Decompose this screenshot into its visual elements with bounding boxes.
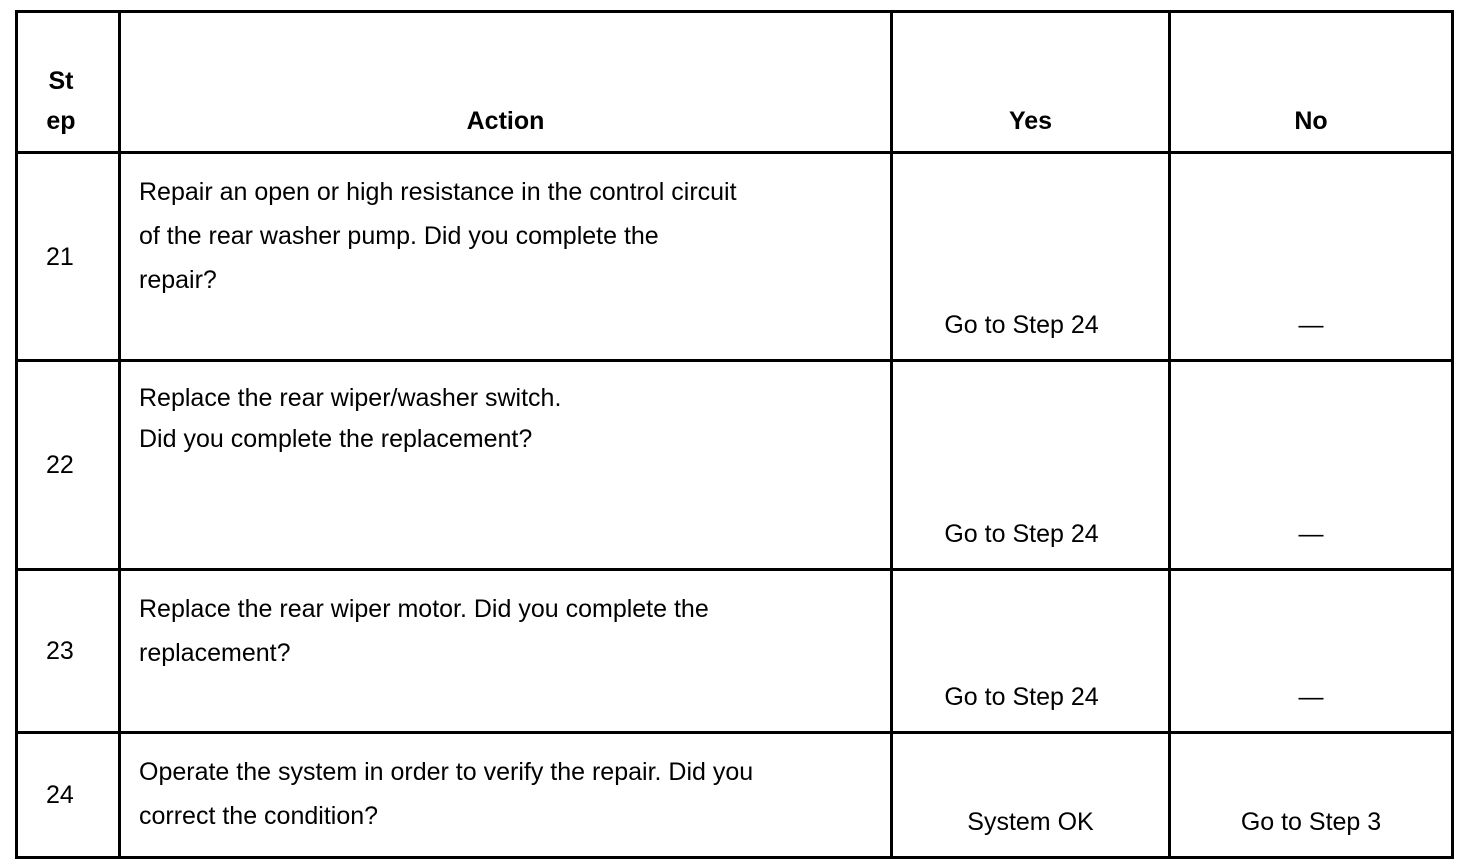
step-header-line-2: ep — [46, 107, 76, 135]
yes-result: System OK — [892, 733, 1170, 858]
no-result: — — [1170, 153, 1453, 361]
yes-result: Go to Step 24 — [892, 153, 1170, 361]
step-header-line-1: St — [48, 67, 74, 95]
table-row — [17, 153, 1453, 361]
action-line: repair? — [139, 266, 217, 294]
action-line: Replace the rear wiper motor. Did you complete the — [139, 595, 709, 623]
step-number: 21 — [17, 153, 120, 361]
no-result: — — [1170, 361, 1453, 570]
action-line: Repair an open or high resistance in the control circuit — [139, 178, 737, 206]
action-line: Operate the system in order to verify the repair. Did you — [139, 758, 754, 786]
action-line: of the rear washer pump. Did you complete the — [139, 222, 659, 250]
table-row — [17, 570, 1453, 733]
diagnostic-step-table — [15, 10, 1454, 859]
no-result: Go to Step 3 — [1170, 733, 1453, 858]
action-line: replacement? — [139, 639, 291, 667]
table-header-row — [17, 12, 1453, 153]
action-line: Did you complete the replacement? — [139, 425, 533, 453]
action-text — [120, 361, 892, 570]
yes-result: Go to Step 24 — [892, 361, 1170, 570]
no-column-header: No — [1170, 12, 1453, 153]
action-column-header: Action — [120, 12, 892, 153]
no-result: — — [1170, 570, 1453, 733]
step-number: 22 — [17, 361, 120, 570]
yes-result: Go to Step 24 — [892, 570, 1170, 733]
step-number: 24 — [17, 733, 120, 858]
table-row — [17, 361, 1453, 570]
action-text — [120, 570, 892, 733]
step-column-header — [17, 12, 120, 153]
action-text — [120, 153, 892, 361]
action-line: correct the condition? — [139, 802, 379, 830]
action-line: Replace the rear wiper/washer switch. — [139, 384, 562, 412]
step-number: 23 — [17, 570, 120, 733]
yes-column-header: Yes — [892, 12, 1170, 153]
table-row — [17, 733, 1453, 858]
action-text — [120, 733, 892, 858]
